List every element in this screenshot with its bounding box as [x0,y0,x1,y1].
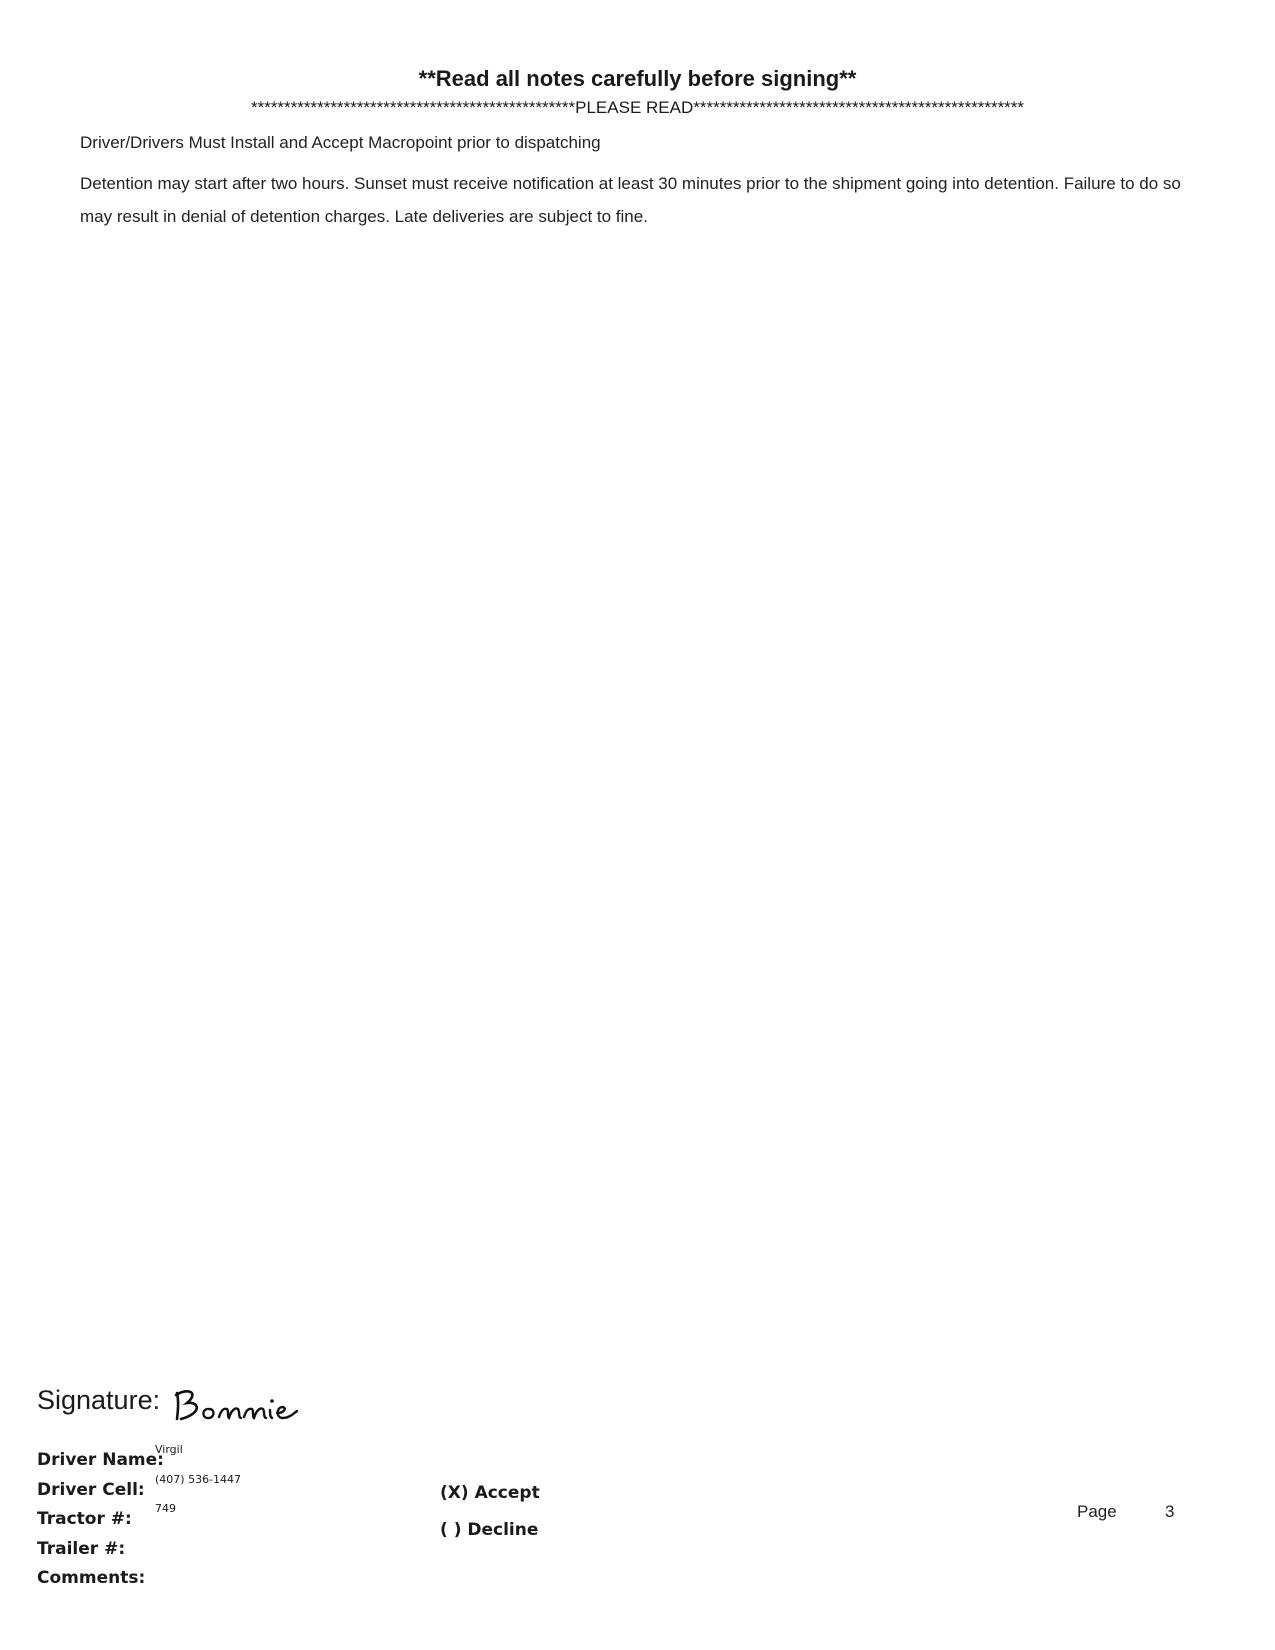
driver-name-value: Virgil [155,1443,183,1456]
driver-cell-label: Driver Cell: [37,1479,145,1500]
driver-cell-value: (407) 536-1447 [155,1472,242,1486]
comments-label: Comments: [37,1568,146,1588]
accept-option: (X) Accept [440,1483,540,1503]
page-title: **Read all notes carefully before signing** [418,66,857,91]
page-number [1077,1501,1175,1523]
signature-label: Signature: [37,1385,161,1415]
driver-name-field [37,1443,183,1477]
tractor-value: 749 [155,1502,176,1515]
trailer-field [37,1536,164,1566]
response-options [440,1475,540,1549]
driver-info [37,1443,242,1595]
driver-name-label: Driver Name: [37,1450,164,1470]
tractor-field [37,1502,176,1536]
note-detention: Detention may start after two hours. Sunset must receive notification at least 30 minutes prior to the shipment going into detention. Failure to do so may result in denial of detention charges. Late deliveries are subject to fine. [80,174,1181,226]
page-number-value: 3 [1165,1502,1175,1521]
please-read-banner: *************************************************PLEASE READ************************************************** [250,98,1025,117]
handwritten-signature [169,1381,319,1425]
trailer-label: Trailer #: [37,1538,126,1559]
decline-option: ( ) Decline [440,1520,539,1540]
comments-field [37,1565,164,1595]
page-label: Page [1077,1502,1117,1521]
driver-cell-field [37,1472,242,1507]
tractor-label: Tractor #: [37,1509,132,1529]
note-macropoint: Driver/Drivers Must Install and Accept Macropoint prior to dispatching [80,133,601,152]
signature-row [37,1375,319,1425]
